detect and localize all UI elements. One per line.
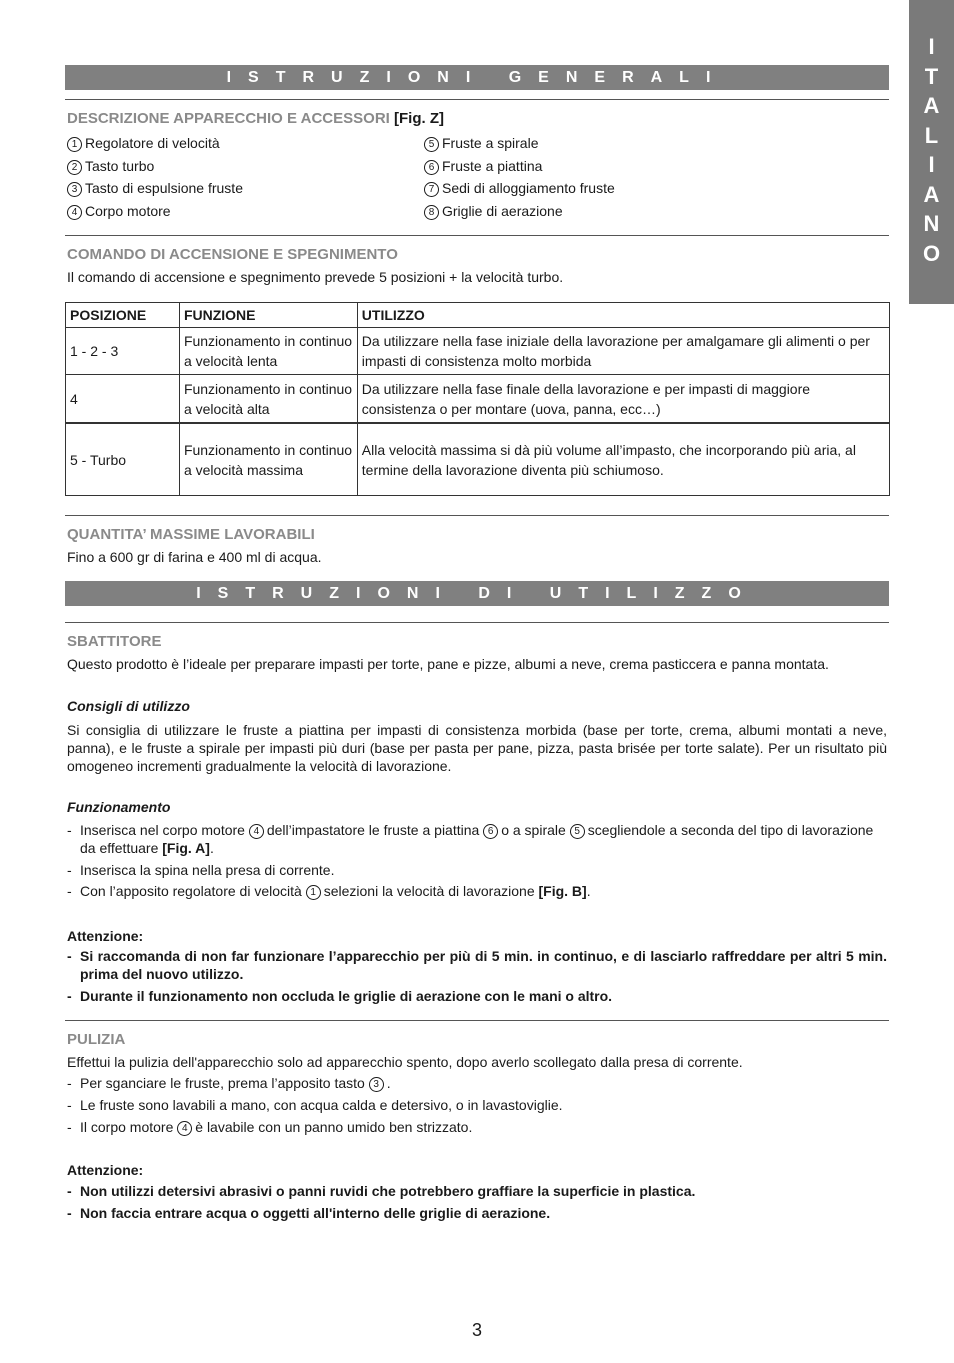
- accessory-label: Fruste a piattina: [442, 158, 543, 174]
- number-circle: 4: [249, 824, 264, 839]
- tab-letter: I: [928, 152, 935, 177]
- divider: [65, 1020, 889, 1021]
- cleaning-text: Effettui la pulizia dell'apparecchio solo ad apparecchio spento, dopo averlo scollegato dalla presa di corrente.: [67, 1054, 743, 1070]
- divider: [65, 99, 889, 100]
- max-qty-text: Fino a 600 gr di farina e 400 ml di acqua.: [67, 549, 322, 565]
- tab-letter: A: [923, 93, 940, 118]
- table-cell-function: Funzionamento in continuo a velocità lenta: [179, 328, 357, 375]
- tab-letter: I: [928, 34, 935, 59]
- table-cell-position: 4: [66, 375, 180, 424]
- table-header-cell: UTILIZZO: [357, 303, 889, 328]
- section-band-usage: ISTRUZIONI DI UTILIZZO: [65, 581, 889, 606]
- number-circle: 4: [67, 205, 82, 220]
- tab-letter: T: [924, 63, 939, 89]
- max-qty-heading: QUANTITA’ MASSIME LAVORABILI: [67, 526, 315, 543]
- accessory-item: [424, 202, 563, 220]
- accessory-item: [67, 179, 243, 197]
- number-circle: 2: [67, 160, 82, 175]
- table-cell-position: 1 - 2 - 3: [66, 328, 180, 375]
- accessory-item: [67, 202, 171, 220]
- warning-item: - Si raccomanda di non far funzionare l’apparecchio per più di 5 min. in continuo, e di lasciarlo raffreddare per altri 5 min. prima del nuovo utilizzo.: [67, 947, 887, 983]
- number-circle: 1: [67, 137, 82, 152]
- tips-title: Consigli di utilizzo: [67, 698, 190, 714]
- description-heading-text: DESCRIZIONE APPARECCHIO E ACCESSORI: [67, 110, 390, 127]
- fig-ref: [Fig. B]: [538, 883, 587, 899]
- warning-item: - Non utilizzi detersivi abrasivi o panni ruvidi che potrebbero graffiare la superficie in plastica.: [67, 1182, 887, 1200]
- operation-step: - Inserisca nel corpo motore 4 dell’impastatore le fruste a piattina 6 o a spirale 5 scegliendole a seconda del tipo di lavorazione da effettuare [Fig. A].: [67, 821, 887, 857]
- section-band-general: ISTRUZIONI GENERALI: [65, 65, 889, 90]
- accessory-label: Griglie di aerazione: [442, 203, 563, 219]
- number-circle: 4: [177, 1121, 192, 1136]
- switch-heading: COMANDO DI ACCENSIONE E SPEGNIMENTO: [67, 246, 398, 263]
- warning-item: - Durante il funzionamento non occluda le griglie di aerazione con le mani o altro.: [67, 987, 887, 1005]
- table-cell-usage: Da utilizzare nella fase iniziale della lavorazione per amalgamare gli alimenti o per impasti di consistenza molto morbida: [357, 328, 889, 375]
- step-text: Con l’apposito regolatore di velocità: [80, 883, 302, 899]
- cleaning-step: - Per sganciare le fruste, prema l’apposito tasto 3 .: [67, 1074, 887, 1092]
- mixer-heading: SBATTITORE: [67, 633, 162, 650]
- cleaning-step: [67, 1118, 887, 1136]
- divider: [65, 235, 889, 236]
- tab-letter: L: [924, 122, 939, 148]
- description-fig-ref: [Fig. Z]: [394, 110, 444, 127]
- number-circle: 5: [424, 137, 439, 152]
- step-text: Per sganciare le fruste, prema l’apposito tasto: [80, 1075, 365, 1091]
- table-cell-function: Funzionamento in continuo a velocità alta: [179, 375, 357, 424]
- tab-letter: A: [923, 181, 940, 207]
- step-text: Il corpo motore: [80, 1119, 174, 1135]
- warning-item: - Non faccia entrare acqua o oggetti all'interno delle griglie di aerazione.: [67, 1204, 887, 1222]
- accessory-item: [67, 134, 220, 152]
- table-row: [66, 328, 890, 375]
- page-number: 3: [471, 1320, 482, 1340]
- divider: [65, 515, 889, 516]
- table-cell-usage: Alla velocità massima si dà più volume all’impasto, che incorporando più aria, al termine della lavorazione diventa più schiumoso.: [357, 423, 889, 496]
- tips-text: Si consiglia di utilizzare le fruste a piattina per impasti di consistenza morbida (base per torte, crema, albumi montati a neve, panna), e le fruste a spirale per impasti più duri (base per pasta per pane, pizza, pasta brisée per torte salate). Per un risultato più omogeneo incrementi gradualmente la velocità di lavorazione.: [67, 722, 887, 774]
- tab-letter: O: [922, 240, 941, 266]
- accessory-item: [67, 157, 154, 175]
- accessory-label: Sedi di alloggiamento fruste: [442, 180, 615, 196]
- step-text: scegliendole a seconda del tipo di lavorazione da effettuare: [80, 822, 874, 856]
- table-header-row: [66, 303, 890, 328]
- accessory-item: [424, 157, 542, 175]
- number-circle: 1: [306, 885, 321, 900]
- step-text: è lavabile con un panno umido ben strizzato.: [195, 1119, 473, 1135]
- description-heading: [67, 110, 444, 127]
- accessory-label: Tasto di espulsione fruste: [85, 180, 243, 196]
- accessory-item: [424, 179, 615, 197]
- table-header-cell: FUNZIONE: [179, 303, 357, 328]
- table-cell-position: 5 - Turbo: [66, 423, 180, 496]
- accessory-label: Fruste a spirale: [442, 135, 539, 151]
- table-row: [66, 423, 890, 496]
- step-text: selezioni la velocità di lavorazione: [323, 883, 535, 899]
- speed-table: [65, 302, 890, 496]
- step-text: dell’impastatore le fruste a piattina: [266, 822, 480, 838]
- step-text: o a spirale: [501, 822, 566, 838]
- number-circle: 6: [483, 824, 498, 839]
- number-circle: 3: [369, 1077, 384, 1092]
- language-tab: [909, 0, 954, 304]
- step-text: Inserisca nel corpo motore: [80, 822, 245, 838]
- mixer-text: Questo prodotto è l’ideale per preparare impasti per torte, pane e pizze, albumi a neve, crema pasticcera e panna montata.: [67, 656, 829, 672]
- accessory-label: Regolatore di velocità: [85, 135, 220, 151]
- number-circle: 3: [67, 182, 82, 197]
- table-row: [66, 375, 890, 424]
- cleaning-heading: PULIZIA: [67, 1031, 126, 1048]
- table-cell-function: Funzionamento in continuo a velocità massima: [179, 423, 357, 496]
- table-cell-usage: Da utilizzare nella fase finale della lavorazione e per impasti di maggiore consistenza o per montare (uova, panna, ecc…): [357, 375, 889, 424]
- number-circle: 7: [424, 182, 439, 197]
- divider: [65, 622, 889, 623]
- accessory-label: Corpo motore: [85, 203, 171, 219]
- tab-letter: N: [923, 211, 940, 236]
- warning-title: Attenzione:: [67, 1162, 144, 1178]
- accessory-item: [424, 134, 538, 152]
- number-circle: 6: [424, 160, 439, 175]
- switch-text: Il comando di accensione e spegnimento prevede 5 posizioni + la velocità turbo.: [67, 269, 564, 285]
- operation-step: - Inserisca la spina nella presa di corrente.: [67, 861, 887, 879]
- fig-ref: [Fig. A]: [162, 840, 210, 856]
- operation-title: Funzionamento: [67, 799, 171, 815]
- accessory-label: Tasto turbo: [85, 158, 155, 174]
- number-circle: 8: [424, 205, 439, 220]
- warning-title: Attenzione:: [67, 928, 144, 944]
- number-circle: 5: [570, 824, 585, 839]
- cleaning-step: - Le fruste sono lavabili a mano, con acqua calda e detersivo, o in lavastoviglie.: [67, 1096, 887, 1114]
- table-header-cell: POSIZIONE: [66, 303, 180, 328]
- operation-step: - Con l’apposito regolatore di velocità 1 selezioni la velocità di lavorazione [Fig. B].: [67, 882, 887, 900]
